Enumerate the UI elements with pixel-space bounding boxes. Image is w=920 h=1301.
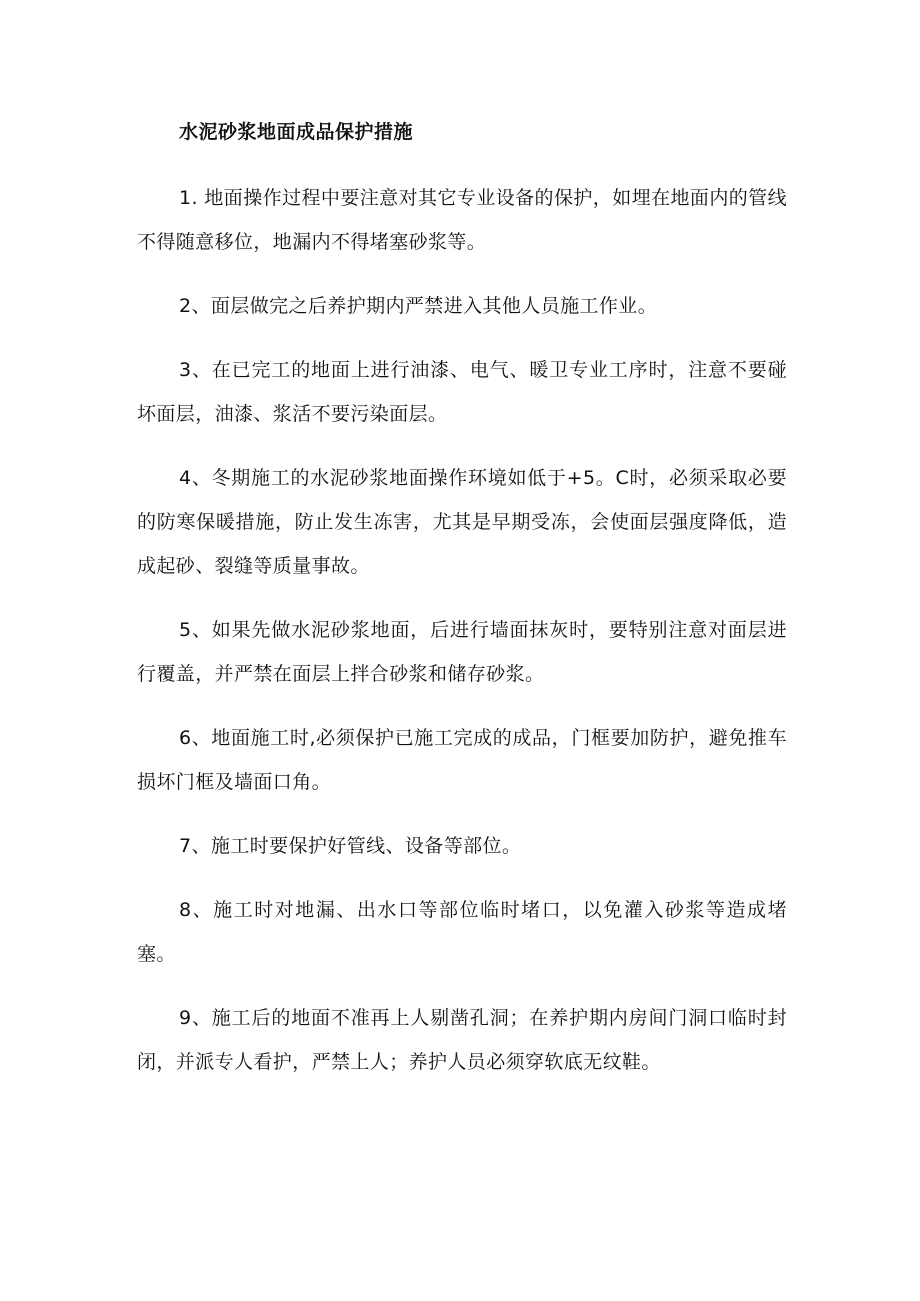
paragraph-4: 4、冬期施工的水泥砂浆地面操作环境如低于+5。C时，必须采取必要的防寒保暖措施，防止发生冻害，尤其是早期受冻，会使面层强度降低，造成起砂、裂缝等质量事故。 [137,467,787,577]
paragraph-8: 8、施工时对地漏、出水口等部位临时堵口，以免灌入砂浆等造成堵塞。 [137,899,787,965]
paragraph-1: 1. 地面操作过程中要注意对其它专业设备的保护，如埋在地面内的管线不得随意移位，地漏内不得堵塞砂浆等。 [137,187,787,253]
paragraph-5: 5、如果先做水泥砂浆地面，后进行墙面抹灰时，要特别注意对面层进行覆盖，并严禁在面层上拌合砂浆和储存砂浆。 [137,619,787,685]
paragraph-9: 9、施工后的地面不准再上人剔凿孔洞；在养护期内房间门洞口临时封闭，并派专人看护，严禁上人；养护人员必须穿软底无纹鞋。 [137,1007,787,1073]
document-body [137,116,787,1104]
paragraph-7: 7、施工时要保护好管线、设备等部位。 [179,835,522,857]
document-title: 水泥砂浆地面成品保护措施 [179,121,414,143]
paragraph-6: 6、地面施工时,必须保护已施工完成的成品，门框要加防护，避免推车损坏门框及墙面口角。 [137,727,787,793]
paragraph-2: 2、面层做完之后养护期内严禁进入其他人员施工作业。 [179,295,658,317]
paragraph-3: 3、在已完工的地面上进行油漆、电气、暖卫专业工序时，注意不要碰坏面层，油漆、浆活不要污染面层。 [137,359,787,425]
